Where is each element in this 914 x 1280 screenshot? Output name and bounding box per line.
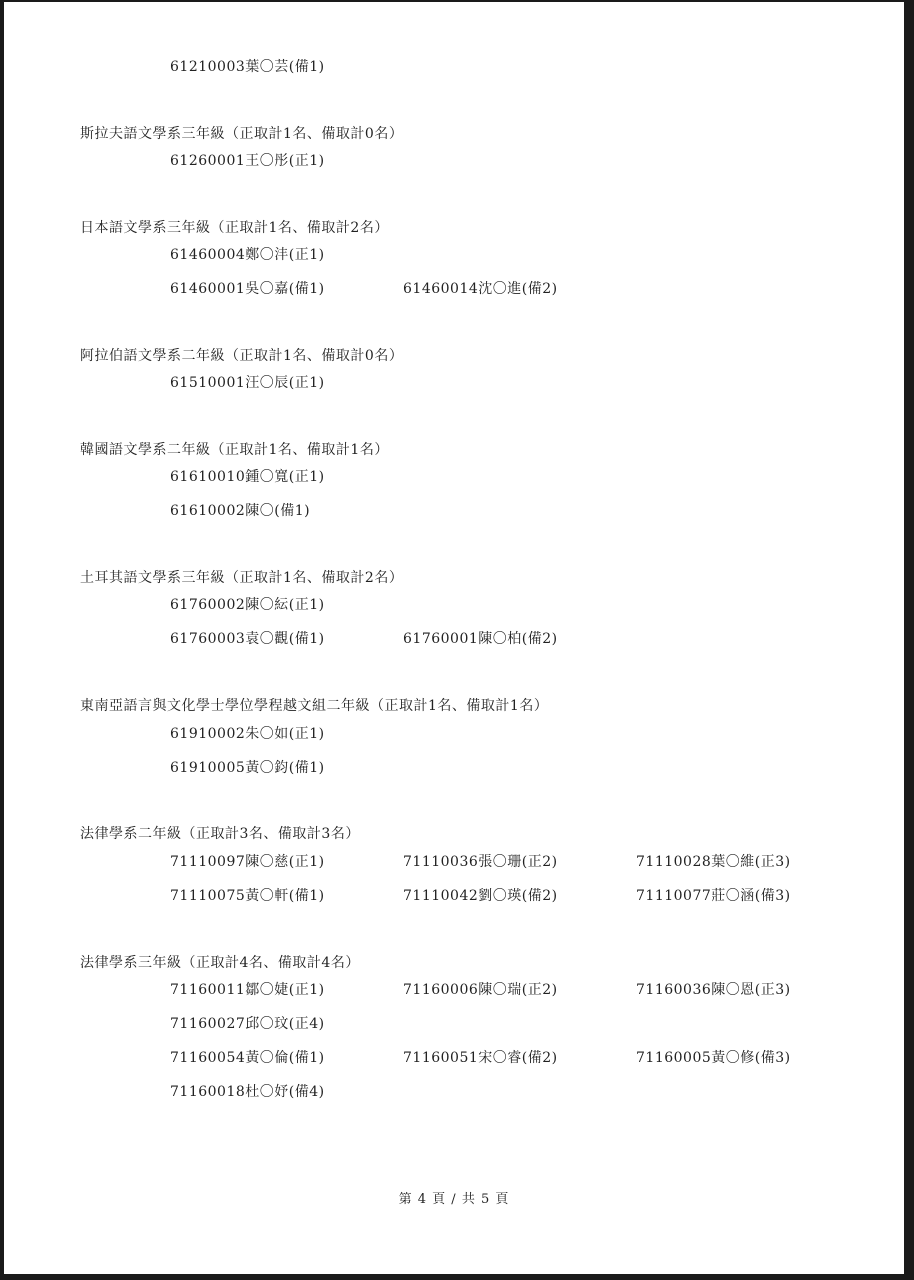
list-item: 71160006陳〇瑞(正2) <box>403 982 558 998</box>
list-item: 71110097陳〇慈(正1) <box>170 854 325 870</box>
list-item: 71160011鄒〇婕(正1) <box>170 982 325 998</box>
list-item: 61460001吳〇嘉(備1) <box>170 281 325 297</box>
section-heading: 法律學系二年級（正取計3名、備取計3名） <box>80 826 360 842</box>
list-item: 71110036張〇珊(正2) <box>403 854 558 870</box>
list-item: 61760001陳〇柏(備2) <box>403 631 558 647</box>
section-heading: 斯拉夫語文學系三年級（正取計1名、備取計0名） <box>80 126 404 142</box>
list-item: 71110028葉〇維(正3) <box>636 854 791 870</box>
section-heading: 韓國語文學系二年級（正取計1名、備取計1名） <box>80 442 389 458</box>
list-item: 61460004鄭〇沣(正1) <box>170 247 325 263</box>
list-item: 61460014沈〇進(備2) <box>403 281 558 297</box>
list-item: 61210003葉〇芸(備1) <box>170 59 325 75</box>
list-item: 61610010鍾〇寬(正1) <box>170 469 325 485</box>
list-item: 71160051宋〇睿(備2) <box>403 1050 558 1066</box>
list-item: 71110077莊〇涵(備3) <box>636 888 791 904</box>
list-item: 61910002朱〇如(正1) <box>170 726 325 742</box>
page-footer: 第 4 頁 / 共 5 頁 <box>398 1192 510 1207</box>
section-heading: 東南亞語言與文化學士學位學程越文組二年級（正取計1名、備取計1名） <box>80 698 549 714</box>
list-item: 71160005黃〇修(備3) <box>636 1050 791 1066</box>
list-item: 71160018杜〇妤(備4) <box>170 1084 325 1100</box>
list-item: 71160054黃〇倫(備1) <box>170 1050 325 1066</box>
list-item: 61760003袁〇觀(備1) <box>170 631 325 647</box>
list-item: 61910005黃〇鈞(備1) <box>170 760 325 776</box>
list-item: 61260001王〇彤(正1) <box>170 153 325 169</box>
list-item: 61760002陳〇紜(正1) <box>170 597 325 613</box>
section-heading: 阿拉伯語文學系二年級（正取計1名、備取計0名） <box>80 348 404 364</box>
list-item: 61610002陳〇(備1) <box>170 503 311 519</box>
list-item: 71110042劉〇瑛(備2) <box>403 888 558 904</box>
section-heading: 日本語文學系三年級（正取計1名、備取計2名） <box>80 220 389 236</box>
document-page <box>4 2 904 1274</box>
list-item: 71110075黃〇軒(備1) <box>170 888 325 904</box>
list-item: 71160027邱〇玟(正4) <box>170 1016 325 1032</box>
section-heading: 土耳其語文學系三年級（正取計1名、備取計2名） <box>80 570 404 586</box>
list-item: 71160036陳〇恩(正3) <box>636 982 791 998</box>
list-item: 61510001汪〇辰(正1) <box>170 375 325 391</box>
section-heading: 法律學系三年級（正取計4名、備取計4名） <box>80 955 360 971</box>
